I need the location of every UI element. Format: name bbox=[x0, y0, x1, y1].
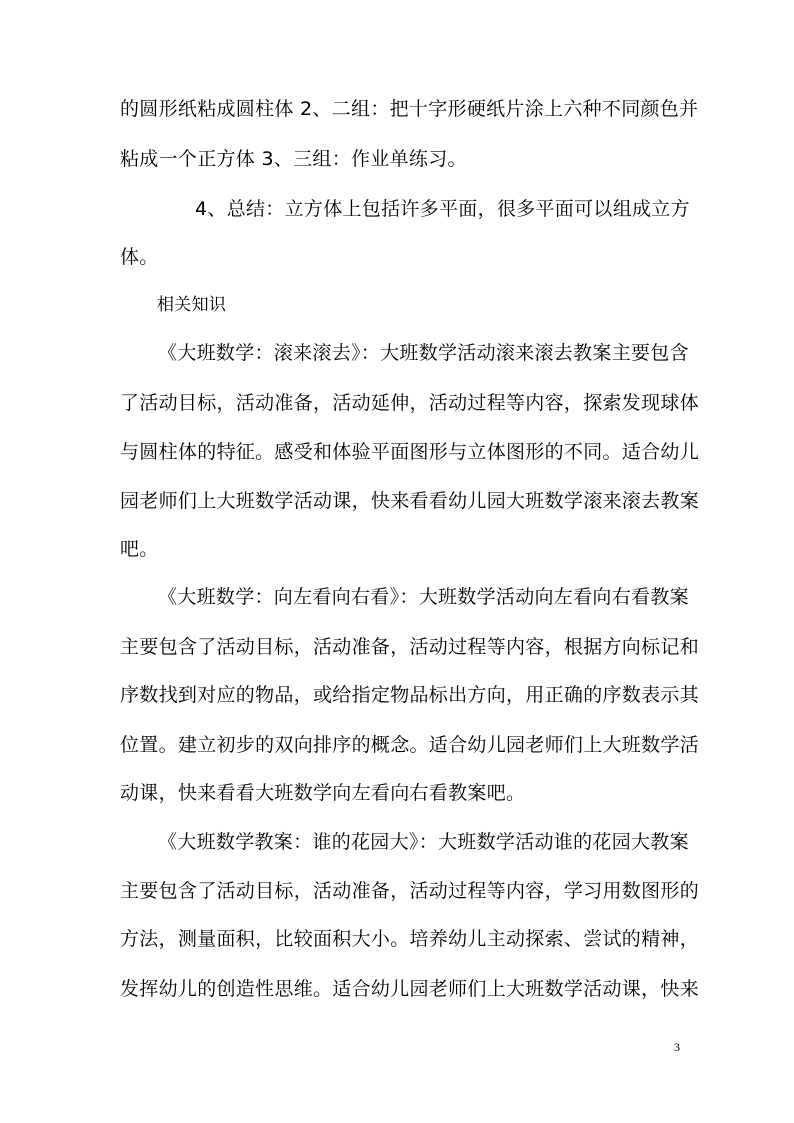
paragraph-first-line: 《大班数学：向左看向右看》：大班数学活动向左看向右看教案 bbox=[158, 586, 689, 608]
section-heading: 相关知识 bbox=[157, 295, 227, 315]
text-line-indented: 4、总结：立方体上包括许多平面，很多平面可以组成立方 bbox=[195, 198, 690, 220]
text-line: 体。 bbox=[120, 246, 159, 268]
page-number: 3 bbox=[674, 1040, 680, 1054]
text-line: 的圆形纸粘成圆柱体 2、二组：把十字形硬纸片涂上六种不同颜色并 bbox=[120, 98, 699, 120]
text-line: 位置。建立初步的双向排序的概念。适合幼儿园老师们上大班数学活 bbox=[120, 734, 700, 756]
text-line: 发挥幼儿的创造性思维。适合幼儿园老师们上大班数学活动课，快来 bbox=[120, 978, 700, 1000]
text-line: 与圆柱体的特征。感受和体验平面图形与立体图形的不同。适合幼儿 bbox=[120, 441, 700, 463]
text-line: 主要包含了活动目标，活动准备，活动过程等内容，学习用数图形的 bbox=[120, 880, 700, 902]
text-line: 吧。 bbox=[120, 538, 159, 560]
text-line: 粘成一个正方体 3、三组：作业单练习。 bbox=[120, 148, 467, 170]
text-line: 主要包含了活动目标，活动准备，活动过程等内容，根据方向标记和 bbox=[120, 636, 700, 658]
paragraph-first-line: 《大班数学：滚来滚去》：大班数学活动滚来滚去教案主要包含 bbox=[158, 342, 689, 364]
paragraph-first-line: 《大班数学教案：谁的花园大》：大班数学活动谁的花园大教案 bbox=[158, 831, 689, 853]
text-line: 方法，测量面积，比较面积大小。培养幼儿主动探索、尝试的精神， bbox=[120, 928, 700, 950]
text-line: 序数找到对应的物品，或给指定物品标出方向，用正确的序数表示其 bbox=[120, 684, 700, 706]
text-line: 了活动目标，活动准备，活动延伸，活动过程等内容，探索发现球体 bbox=[120, 392, 700, 414]
text-line: 园老师们上大班数学活动课，快来看看幼儿园大班数学滚来滚去教案 bbox=[120, 490, 700, 512]
text-line: 动课，快来看看大班数学向左看向右看教案吧。 bbox=[120, 782, 526, 804]
